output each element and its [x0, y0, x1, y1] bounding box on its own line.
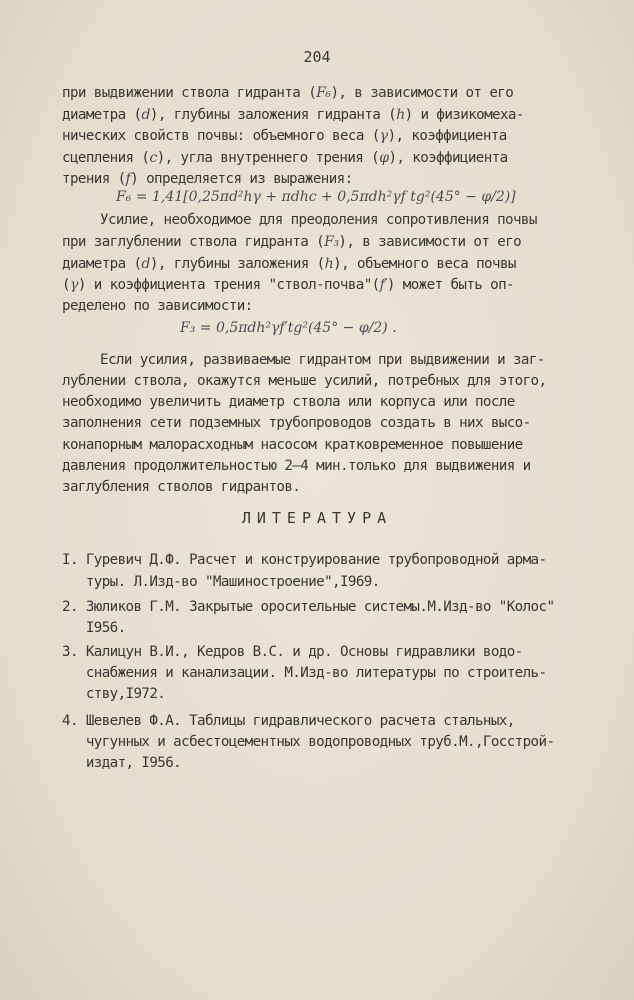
text-line: (γ) и коэффициента трения "ствол-почва"(f′) может быть оп- [62, 277, 514, 293]
reference-line: туры. Л.Изд-во "Машиностроение",I969. [62, 574, 380, 590]
text-line: необходимо увеличить диаметр ствола или корпуса или после [62, 394, 515, 410]
reference-line: 4. Шевелев Ф.А. Таблицы гидравлического расчета стальных, [62, 713, 515, 729]
text-line: заглубления стволов гидрантов. [62, 479, 301, 495]
text-line: давления продолжительностью 2–4 мин.только для выдвижения и [62, 458, 531, 474]
text-line: Усилие, необходимое для преодоления сопротивления почвы [100, 212, 537, 228]
page-number: 204 [303, 48, 331, 66]
reference-line: I. Гуревич Д.Ф. Расчет и конструирование трубопроводной арма- [62, 552, 547, 568]
text-line: лублении ствола, окажутся меньше усилий, потребных для этого, [62, 373, 547, 389]
reference-line: 3. Калицун В.И., Кедров В.С. и др. Основы гидравлики водо- [62, 644, 523, 660]
reference-line: издат, I956. [62, 755, 182, 771]
reference-line: 2. Зюликов Г.М. Закрытые оросительные системы.М.Изд-во "Колос" [62, 599, 555, 615]
formula-gidrant-push: F₆ = 1,41[0,25πd²hγ + πdhc + 0,5πdh²γf tg²(45° − φ/2)] [116, 189, 516, 205]
text-line: диаметра (d), глубины заложения (h), объемного веса почвы [62, 256, 516, 272]
reference-line: чугунных и асбестоцементных водопроводных труб.М.,Госстрой- [62, 734, 555, 750]
references-heading: ЛИТЕРАТУРА [241, 509, 393, 527]
reference-line: снабжения и канализации. М.Изд-во литературы по строитель- [62, 665, 547, 681]
formula-gidrant-deepen: F₃ = 0,5πdh²γf′tg²(45° − φ/2) . [180, 320, 397, 336]
text-line: при выдвижении ствола гидранта (F₆), в зависимости от его [62, 85, 514, 101]
text-line: Если усилия, развиваемые гидрантом при выдвижении и заг- [100, 352, 545, 368]
text-line: сцепления (c), угла внутреннего трения (φ), коэффициента [62, 150, 508, 166]
text-line: заполнения сети подземных трубопроводов создать в них высо- [62, 415, 531, 431]
reference-line: I956. [62, 620, 126, 636]
text-line: при заглублении ствола гидранта (F₃), в зависимости от его [62, 234, 522, 250]
text-line: нических свойств почвы: объемного веса (γ), коэффициента [62, 128, 507, 144]
text-line: конапорным малорасходным насосом кратковременное повышение [62, 437, 523, 453]
text-line: трения (f) определяется из выражения: [62, 171, 353, 187]
text-line: диаметра (d), глубины заложения гидранта (h) и физикомеха- [62, 107, 524, 123]
text-line: ределено по зависимости: [62, 298, 253, 314]
reference-line: ству,I972. [62, 686, 166, 702]
